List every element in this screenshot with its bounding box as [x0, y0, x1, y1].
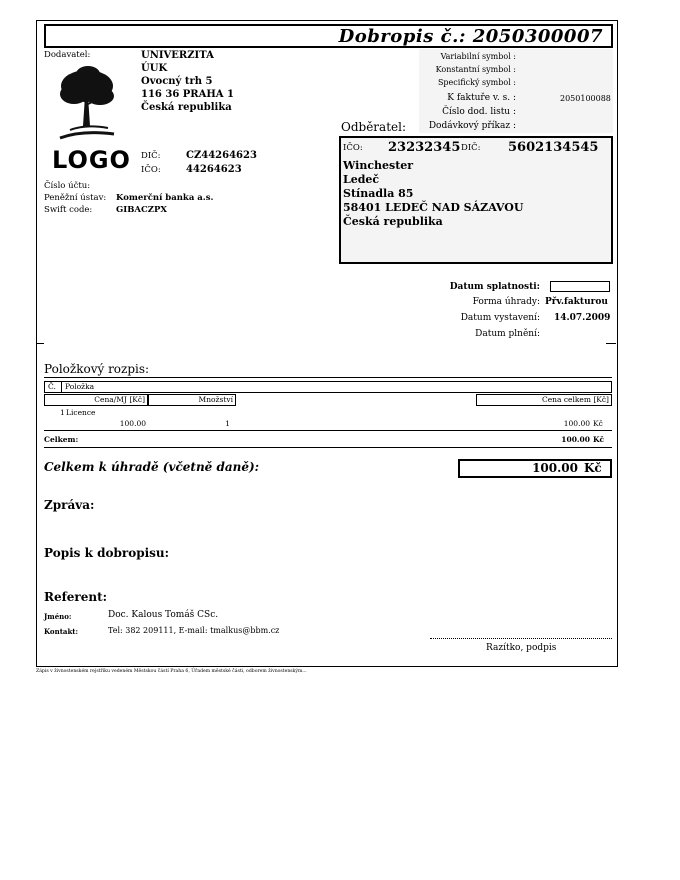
items-sum-label: Celkem:	[44, 435, 79, 444]
due-date-label: Datum splatnosti:	[449, 282, 540, 292]
supplier-ico-label: IČO:	[141, 165, 161, 175]
row-currency: Kč	[593, 419, 603, 428]
row-no: 1	[60, 408, 65, 417]
referent-contact: Tel: 382 209111, E-mail: tmalkus@bbm.cz	[108, 626, 280, 635]
supplier-ico: 44264623	[186, 164, 242, 175]
title-bar	[44, 24, 613, 48]
row-qty: 1	[225, 419, 230, 428]
payment-method-value: Přv.fakturou	[545, 297, 608, 307]
variable-symbol-label: Variabilní symbol :	[440, 52, 516, 61]
grand-total-box	[458, 459, 612, 478]
supplier-country: Česká republika	[141, 102, 232, 113]
items-sum-currency: Kč	[593, 435, 605, 444]
customer-street: Stínadla 85	[343, 187, 414, 200]
col-item-header: Položka	[65, 382, 95, 391]
invoice-ref-label: K faktuře v. s. :	[447, 93, 516, 103]
referent-contact-label: Kontakt:	[44, 627, 79, 636]
customer-city: 58401 LEDEČ NAD SÁZAVOU	[343, 201, 524, 214]
customer-country: Česká republika	[343, 215, 443, 228]
specific-symbol-label: Specifický symbol :	[437, 78, 516, 87]
grand-total-value: 100.00	[532, 461, 578, 475]
supplier-dic: CZ44264623	[186, 150, 257, 161]
supplier-street: Ovocný trh 5	[141, 76, 213, 87]
message-label: Zpráva:	[44, 498, 95, 512]
referent-name: Doc. Kalous Tomáš CSc.	[108, 610, 219, 620]
invoice-ref-value: 2050100088	[560, 94, 611, 103]
supplier-name: UNIVERZITA	[141, 50, 214, 61]
col-unit-price-header: Cena/MJ [Kč]	[44, 394, 148, 406]
logo-text: LOGO	[52, 146, 131, 174]
customer-dic: 5602134545	[508, 140, 599, 155]
supplier-city: 116 36 PRAHA 1	[141, 89, 234, 100]
customer-line2: Ledeč	[343, 173, 380, 186]
row-name: Licence	[66, 408, 96, 417]
document-title: Dobropis č.: 2050300007	[338, 26, 603, 47]
grand-total-label: Celkem k úhradě (včetně daně):	[44, 460, 260, 474]
row-total: 100.00	[563, 419, 590, 428]
delivery-note-label: Číslo dod. listu :	[442, 107, 516, 117]
divider-left-tick	[36, 343, 44, 344]
items-bottom-rule	[44, 447, 612, 448]
stamp-label: Razítko, podpis	[486, 643, 557, 653]
referent-title: Referent:	[44, 590, 108, 604]
col-qty-header: Množství	[148, 394, 236, 406]
fulfilment-date-label: Datum plnění:	[475, 329, 540, 339]
credit-note-label: Popis k dobropisu:	[44, 546, 170, 560]
items-header-row1	[44, 381, 612, 393]
customer-dic-label: DIČ:	[461, 143, 481, 153]
constant-symbol-label: Konstantní symbol :	[435, 65, 516, 74]
bank-label: Peněžní ústav:	[44, 193, 107, 203]
supplier-name2: ÚUK	[141, 63, 168, 74]
customer-label: Odběratel:	[341, 120, 406, 134]
row-unit-price: 100.00	[119, 419, 146, 428]
referent-name-label: Jméno:	[44, 612, 72, 621]
footer-note: Zápis v živnostenském rejstříku vedeném Městskou částí Praha 6, Úřadem městské části, odborem živnostenským...	[36, 669, 307, 674]
signature-line	[430, 638, 612, 639]
due-date-field	[550, 281, 610, 292]
divider-right-tick	[606, 343, 616, 344]
col-total-header: Cena celkem [Kč]	[476, 394, 612, 406]
customer-box	[339, 136, 613, 264]
bank-value: Komerční banka a.s.	[116, 193, 214, 203]
col-no-header: Č.	[48, 382, 56, 391]
issue-date-label: Datum vystavení:	[460, 313, 540, 323]
customer-ico-label: IČO:	[343, 143, 363, 153]
customer-name: Winchester	[343, 159, 414, 172]
issue-date-value: 14.07.2009	[554, 313, 611, 323]
account-label: Číslo účtu:	[44, 181, 91, 191]
items-title-rule	[44, 377, 612, 378]
items-section-title: Položkový rozpis:	[44, 362, 150, 376]
payment-method-label: Forma úhrady:	[472, 297, 540, 307]
grand-total-currency: Kč	[584, 461, 602, 475]
tree-logo-icon	[52, 64, 122, 142]
supplier-dic-label: DIČ:	[141, 151, 161, 161]
swift-label: Swift code:	[44, 205, 93, 215]
items-sum-rule	[44, 430, 612, 431]
customer-ico: 23232345	[388, 140, 461, 155]
delivery-order-label: Dodávkový příkaz :	[428, 121, 516, 131]
supplier-label: Dodavatel:	[44, 50, 91, 60]
items-sum-value: 100.00	[561, 435, 590, 444]
swift-value: GIBACZPX	[116, 205, 167, 215]
